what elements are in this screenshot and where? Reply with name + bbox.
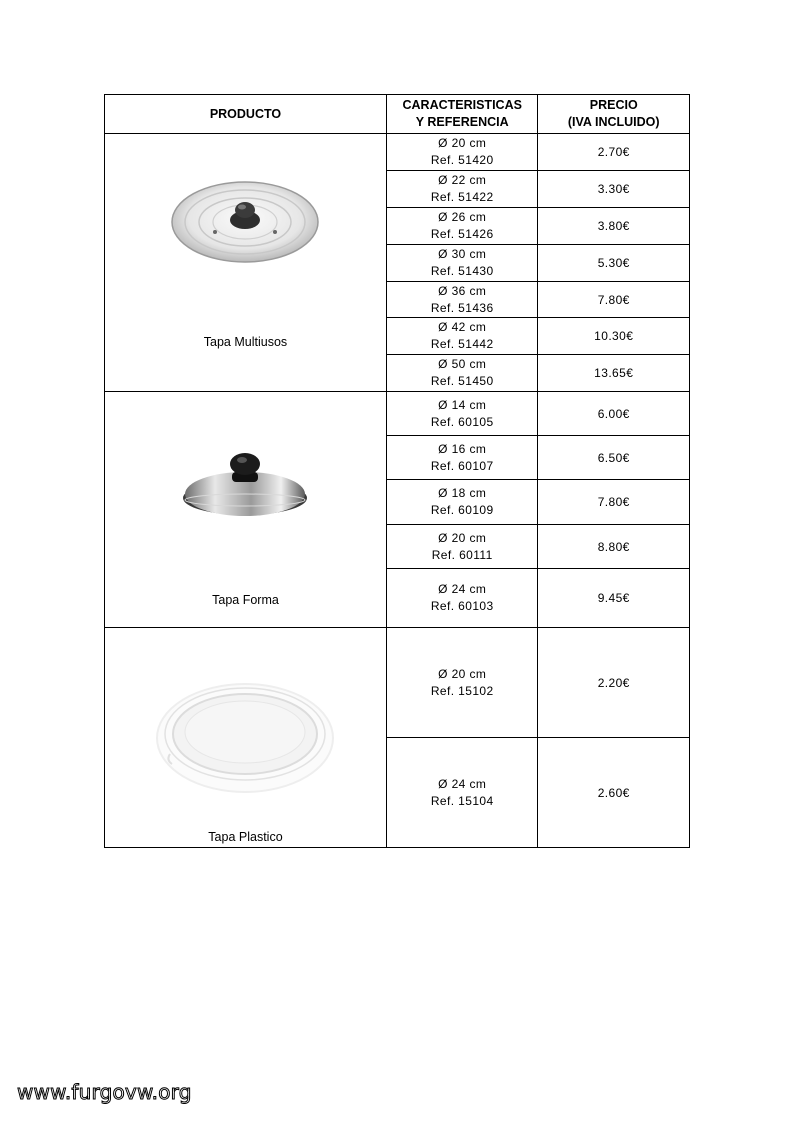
glass-lid-icon	[169, 174, 321, 264]
ref-cell: Ø 14 cm Ref. 60105	[386, 392, 538, 436]
header-price	[538, 95, 690, 134]
ref-cell: Ø 42 cm Ref. 51442	[386, 318, 538, 355]
plastic-lid-icon	[150, 676, 340, 796]
ref-cell: Ø 18 cm Ref. 60109	[386, 480, 538, 525]
price-cell: 10.30€	[538, 318, 690, 355]
ref-cell: Ø 36 cm Ref. 51436	[386, 282, 538, 318]
ref-cell: Ø 50 cm Ref. 51450	[386, 355, 538, 392]
table-row	[105, 628, 690, 738]
price-cell: 3.80€	[538, 208, 690, 245]
table-row	[105, 134, 690, 171]
product-name-plastico: Tapa Plastico	[208, 830, 283, 844]
price-cell: 3.30€	[538, 171, 690, 208]
ref-cell: Ø 20 cm Ref. 15102	[386, 628, 538, 738]
price-cell: 5.30€	[538, 245, 690, 282]
ref-cell: Ø 16 cm Ref. 60107	[386, 436, 538, 480]
header-price-line1: PRECIO	[589, 98, 638, 112]
product-cell-forma	[105, 392, 387, 628]
price-cell: 8.80€	[538, 525, 690, 569]
price-table	[104, 94, 690, 848]
price-cell: 7.80€	[538, 480, 690, 525]
ref-cell: Ø 30 cm Ref. 51430	[386, 245, 538, 282]
price-cell: 6.00€	[538, 392, 690, 436]
product-cell-multiusos	[105, 134, 387, 392]
price-cell: 13.65€	[538, 355, 690, 392]
header-product: PRODUCTO	[105, 95, 387, 134]
price-cell: 6.50€	[538, 436, 690, 480]
price-cell: 7.80€	[538, 282, 690, 318]
price-cell: 9.45€	[538, 569, 690, 628]
header-reference	[386, 95, 538, 134]
header-reference-line2: Y REFERENCIA	[415, 115, 509, 129]
ref-cell: Ø 20 cm Ref. 60111	[386, 525, 538, 569]
header-reference-line1: CARACTERISTICAS	[402, 98, 522, 112]
footer-watermark: www.furgovw.org	[17, 1080, 192, 1104]
price-cell: 2.70€	[538, 134, 690, 171]
table-row	[105, 392, 690, 436]
product-cell-plastico	[105, 628, 387, 848]
header-price-line2: (IVA INCLUIDO)	[567, 115, 660, 129]
table-header-row	[105, 95, 690, 134]
product-name-multiusos: Tapa Multiusos	[203, 335, 288, 349]
ref-cell: Ø 20 cm Ref. 51420	[386, 134, 538, 171]
steel-lid-icon	[180, 448, 310, 528]
price-cell: 2.60€	[538, 738, 690, 848]
ref-cell: Ø 24 cm Ref. 15104	[386, 738, 538, 848]
ref-cell: Ø 22 cm Ref. 51422	[386, 171, 538, 208]
product-name-forma: Tapa Forma	[212, 593, 279, 607]
ref-cell: Ø 24 cm Ref. 60103	[386, 569, 538, 628]
price-cell: 2.20€	[538, 628, 690, 738]
ref-cell: Ø 26 cm Ref. 51426	[386, 208, 538, 245]
